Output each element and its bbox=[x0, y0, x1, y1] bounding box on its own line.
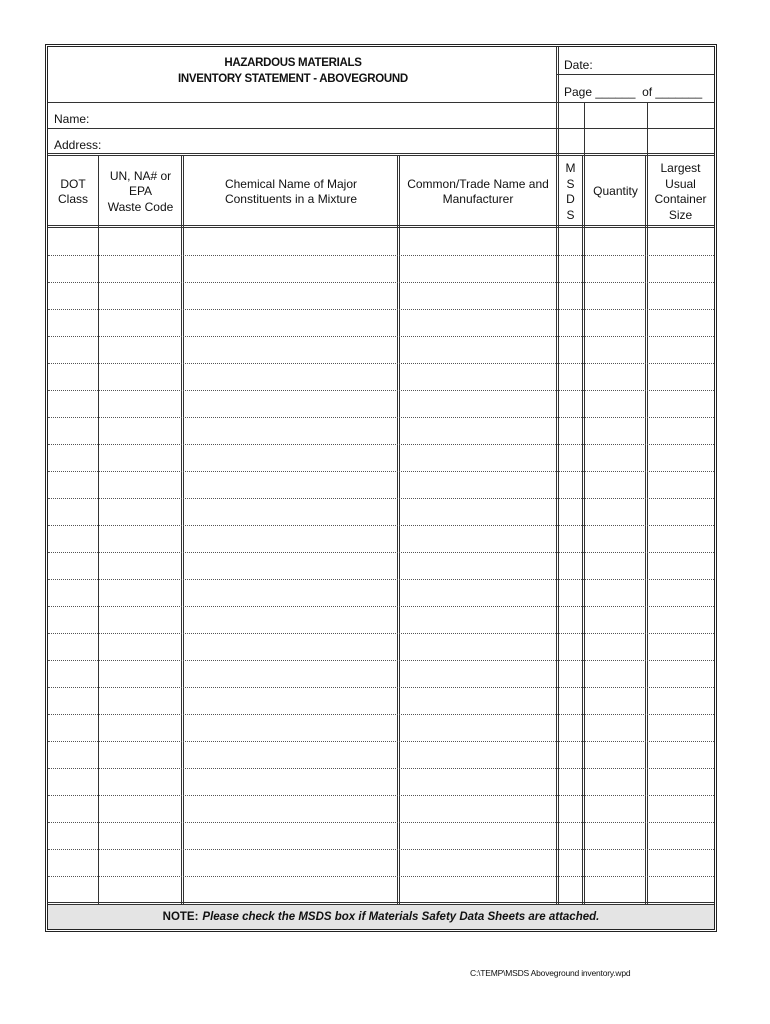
table-row[interactable] bbox=[48, 282, 714, 309]
table-row[interactable] bbox=[48, 606, 714, 633]
address-row-top bbox=[48, 128, 714, 129]
date-label: Date: bbox=[564, 58, 593, 72]
header-common-trade-name: Common/Trade Name and Manufacturer bbox=[407, 176, 549, 206]
note-prefix: NOTE: bbox=[162, 911, 199, 923]
row-divider bbox=[48, 552, 714, 553]
table-row[interactable] bbox=[48, 525, 714, 552]
table-row[interactable] bbox=[48, 417, 714, 444]
row-divider bbox=[48, 309, 714, 310]
upper-size-divider bbox=[647, 102, 648, 156]
header-msds: M S D S bbox=[565, 161, 576, 222]
row-divider bbox=[48, 471, 714, 472]
table-row[interactable] bbox=[48, 336, 714, 363]
row-divider bbox=[48, 795, 714, 796]
inventory-form bbox=[45, 44, 717, 932]
row-divider bbox=[48, 849, 714, 850]
row-divider bbox=[48, 714, 714, 715]
row-divider bbox=[48, 390, 714, 391]
table-row[interactable] bbox=[48, 363, 714, 390]
row-divider bbox=[48, 363, 714, 364]
form-title-line2: INVENTORY STATEMENT - ABOVEGROUND bbox=[178, 73, 408, 85]
table-row[interactable] bbox=[48, 552, 714, 579]
table-row[interactable] bbox=[48, 822, 714, 849]
header-largest-container: Largest Usual Container Size bbox=[654, 161, 707, 222]
name-row-top bbox=[48, 102, 714, 103]
title-right-divider bbox=[556, 47, 559, 156]
table-row[interactable] bbox=[48, 471, 714, 498]
row-divider bbox=[48, 660, 714, 661]
header-chemical-name: Chemical Name of Major Constituents in a Mixture bbox=[224, 176, 358, 206]
date-field[interactable] bbox=[598, 51, 710, 71]
row-divider bbox=[48, 525, 714, 526]
table-row[interactable] bbox=[48, 309, 714, 336]
header-dot-class: DOT Class bbox=[57, 176, 88, 206]
table-row[interactable] bbox=[48, 633, 714, 660]
row-divider bbox=[48, 741, 714, 742]
table-row[interactable] bbox=[48, 498, 714, 525]
table-row[interactable] bbox=[48, 768, 714, 795]
row-divider bbox=[48, 336, 714, 337]
table-row[interactable] bbox=[48, 390, 714, 417]
row-divider bbox=[48, 687, 714, 688]
row-divider bbox=[48, 606, 714, 607]
address-field[interactable] bbox=[108, 131, 556, 153]
table-row[interactable] bbox=[48, 795, 714, 822]
file-path-footer: C:\TEMP\MSDS Aboveground inventory.wpd bbox=[470, 968, 631, 978]
table-row[interactable] bbox=[48, 255, 714, 282]
note-text: Please check the MSDS box if Materials Safety Data Sheets are attached. bbox=[202, 911, 600, 923]
table-row[interactable] bbox=[48, 228, 714, 255]
table-row[interactable] bbox=[48, 849, 714, 876]
upper-quantity-divider bbox=[584, 102, 585, 156]
header-row-top bbox=[48, 153, 714, 156]
row-divider bbox=[48, 417, 714, 418]
row-divider bbox=[48, 255, 714, 256]
header-quantity: Quantity bbox=[593, 184, 638, 199]
name-label: Name: bbox=[54, 112, 90, 126]
header-un-na-epa: UN, NA# or EPA Waste Code bbox=[107, 168, 174, 214]
table-row[interactable] bbox=[48, 687, 714, 714]
row-divider bbox=[48, 498, 714, 499]
row-divider bbox=[48, 282, 714, 283]
row-divider bbox=[48, 876, 714, 877]
row-divider bbox=[48, 822, 714, 823]
note-bar bbox=[48, 905, 714, 929]
form-title-line1: HAZARDOUS MATERIALS bbox=[224, 57, 362, 69]
table-row[interactable] bbox=[48, 444, 714, 471]
row-divider bbox=[48, 633, 714, 634]
table-row[interactable] bbox=[48, 579, 714, 606]
row-divider bbox=[48, 444, 714, 445]
title-divider bbox=[556, 74, 714, 75]
table-row[interactable] bbox=[48, 714, 714, 741]
row-divider bbox=[48, 768, 714, 769]
table-row[interactable] bbox=[48, 660, 714, 687]
name-field[interactable] bbox=[96, 105, 556, 129]
table-row[interactable] bbox=[48, 741, 714, 768]
page-label: Page ______ of _______ bbox=[564, 85, 703, 99]
row-divider bbox=[48, 579, 714, 580]
address-label: Address: bbox=[54, 138, 102, 152]
table-row[interactable] bbox=[48, 876, 714, 903]
